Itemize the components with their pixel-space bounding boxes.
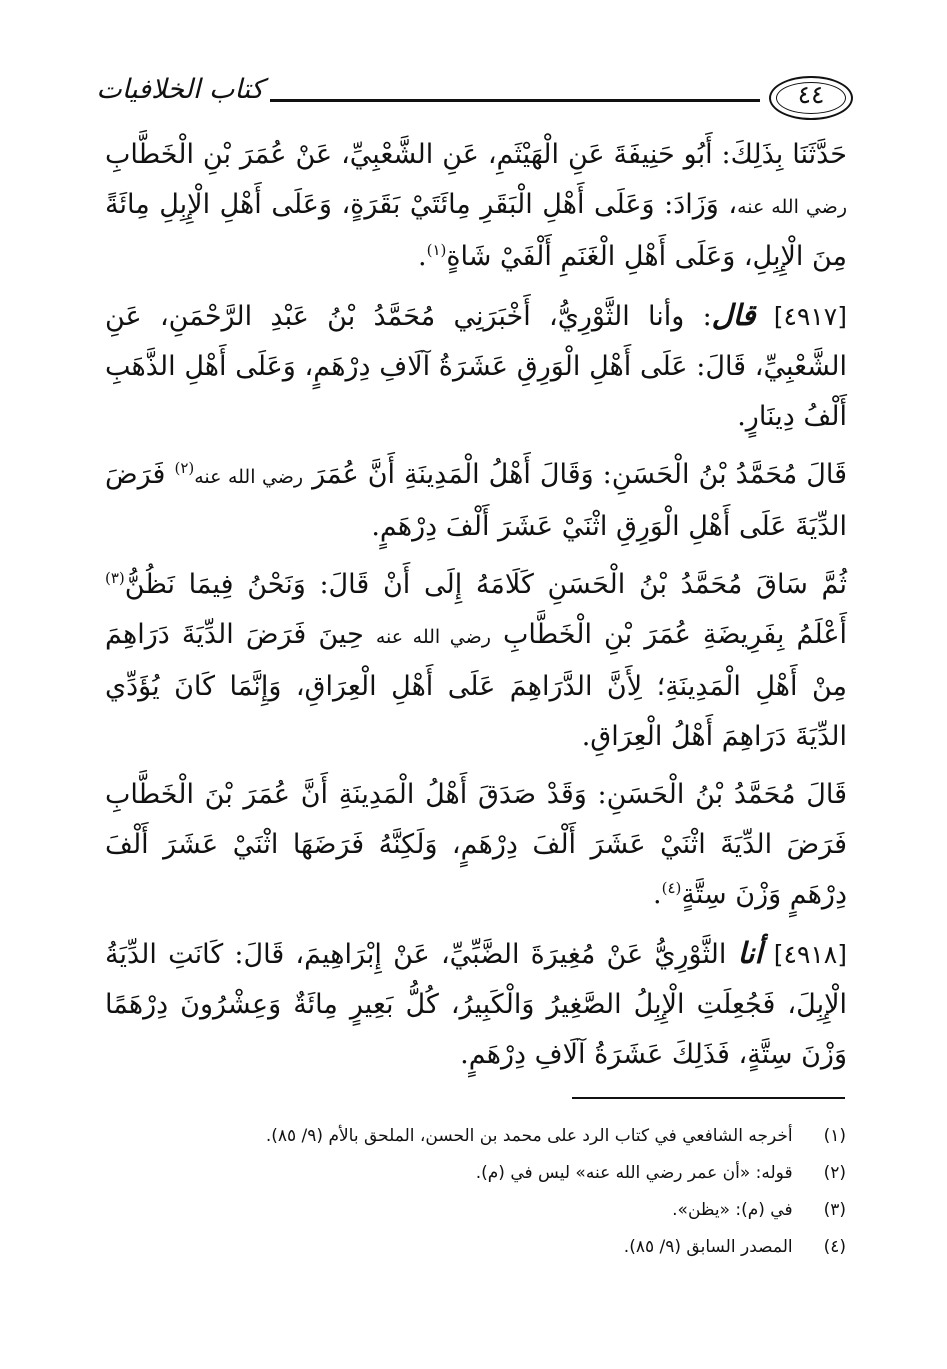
hadith-number: [٤٩١٨]: [773, 940, 847, 969]
paragraph-text: فَرَضَ الدِّيَةَ عَلَى أَهْلِ الْوَرِقِ اثْنَيْ عَشَرَ أَلْفَ دِرْهَمٍ.: [105, 459, 847, 542]
paragraph-text: حِينَ فَرَضَ الدِّيَةَ دَرَاهِمَ مِنْ أَهْلِ الْمَدِينَةِ؛ لِأَنَّ الدَّرَاهِمَ عَلَى أَهْلِ الْعِرَاقِ، وَإِنَّمَا كَانَ يُؤَدِّي الدِّيَةَ دَرَاهِمَ أَهْلُ الْعِرَاقِ.: [105, 619, 847, 752]
paragraph-text: ثُمَّ سَاقَ مُحَمَّدُ بْنُ الْحَسَنِ كَلَامَهُ إِلَى أَنْ قَالَ: وَنَحْنُ فِيمَا نَظُنُّ: [124, 569, 847, 600]
footnote-number: (٣): [823, 1200, 846, 1220]
footnote-number: (٢): [823, 1163, 846, 1183]
paragraph-text: ، وَزَادَ: وَعَلَى أَهْلِ الْبَقَرِ مِائَتَيْ بَقَرَةٍ، وَعَلَى أَهْلِ الْإِبِلِ مِائَةً مِنَ الْإِبِلِ، وَعَلَى أَهْلِ الْغَنَمِ أَلْفَيْ شَاةٍ: [105, 189, 847, 272]
footnote-separator: [572, 1097, 845, 1099]
paragraph-3: [105, 450, 847, 552]
footnote-text: المصدر السابق (٩/ ٨٥).: [623, 1237, 793, 1257]
honorific-glyph: رضي الله عنه: [737, 196, 847, 218]
paragraph-text: حَدَّثَنَا بِذَلِكَ: أَبُو حَنِيفَةَ عَنِ الْهَيْثَمِ، عَنِ الشَّعْبِيِّ، عَنْ عُمَرَ بْنِ الْخَطَّابِ: [105, 139, 847, 170]
footnote-number: (١): [823, 1126, 846, 1146]
paragraph-text: : وأنا الثَّوْرِيُّ، أَخْبَرَنِي مُحَمَّدُ بْنُ عَبْدِ الرَّحْمَنِ، عَنِ الشَّعْبِيِّ، قَالَ: عَلَى أَهْلِ الْوَرِقِ عَشَرَةُ آلَافِ دِرْهَمٍ، وَعَلَى أَهْلِ الذَّهَبِ أَلْفُ دِينَارٍ.: [105, 301, 847, 432]
paragraph-4: [105, 560, 847, 762]
narration-keyword: قال: [711, 298, 756, 332]
footnote-item: [150, 1229, 846, 1266]
header-rule: [270, 99, 760, 102]
honorific-glyph: رضي الله عنه: [194, 466, 304, 488]
page-number: ٤٤: [797, 80, 825, 109]
paragraph-6: [105, 928, 847, 1080]
paragraph-text: الثَّوْرِيُّ عَنْ مُغِيرَةَ الضَّبِّيِّ، عَنْ إِبْرَاهِيمَ، قَالَ: كَانَتِ الدِّيَةُ الْإِبِلَ، فَجُعِلَتِ الْإِبِلُ الصَّغِيرُ وَالْكَبِيرُ، كُلُّ بَعِيرٍ مِائَةٌ وَعِشْرُونَ دِرْهَمًا وَزْنَ سِتَّةٍ، فَذَلِكَ عَشَرَةُ آلَافِ دِرْهَمٍ.: [105, 939, 847, 1070]
footnote-marker[interactable]: (٣): [105, 569, 125, 587]
footnote-marker[interactable]: (٤): [661, 879, 682, 897]
footnote-text: أخرجه الشافعي في كتاب الرد على محمد بن الحسن، الملحق بالأم (٩/ ٨٥).: [265, 1126, 793, 1146]
narration-keyword: أنا: [737, 936, 763, 970]
footnote-text: قوله: «أن عمر رضي الله عنه» ليس في (م).: [475, 1163, 793, 1183]
honorific-glyph: رضي الله عنه: [375, 626, 491, 648]
paragraph-ending: .: [653, 879, 662, 910]
paragraph-5: [105, 770, 847, 920]
running-book-title: كتاب الخلافيات: [96, 74, 264, 105]
footnote-item: [150, 1118, 846, 1155]
footnote-item: [150, 1155, 846, 1192]
footnotes: [150, 1118, 846, 1266]
footnote-item: [150, 1192, 846, 1229]
paragraph-ending: .: [418, 241, 427, 272]
footnote-marker[interactable]: (١): [426, 241, 447, 259]
footnote-marker[interactable]: (٢): [174, 459, 195, 477]
page-number-badge: [769, 76, 853, 120]
page-header: [95, 72, 855, 128]
paragraph-text: قَالَ مُحَمَّدُ بْنُ الْحَسَنِ: وَقَالَ أَهْلُ الْمَدِينَةِ أَنَّ عُمَرَ: [303, 459, 848, 490]
main-text: [105, 130, 847, 1088]
hadith-number: [٤٩١٧]: [773, 302, 847, 331]
paragraph-text: أَعْلَمُ بِفَرِيضَةِ عُمَرَ بْنِ الْخَطَّابِ: [490, 619, 847, 650]
footnote-number: (٤): [823, 1237, 846, 1257]
paragraph-2: [105, 290, 847, 442]
footnote-text: في (م): «يظن».: [672, 1200, 793, 1220]
paragraph-text: قَالَ مُحَمَّدُ بْنُ الْحَسَنِ: وَقَدْ صَدَقَ أَهْلُ الْمَدِينَةِ أَنَّ عُمَرَ بْنَ الْخَطَّابِ فَرَضَ الدِّيَةَ اثْنَيْ عَشَرَ أَلْفَ دِرْهَمٍ، وَلَكِنَّهُ فَرَضَهَا اثْنَيْ عَشَرَ أَلْفَ دِرْهَمٍ وَزْنَ سِتَّةٍ: [105, 779, 847, 910]
paragraph-1: [105, 130, 847, 282]
